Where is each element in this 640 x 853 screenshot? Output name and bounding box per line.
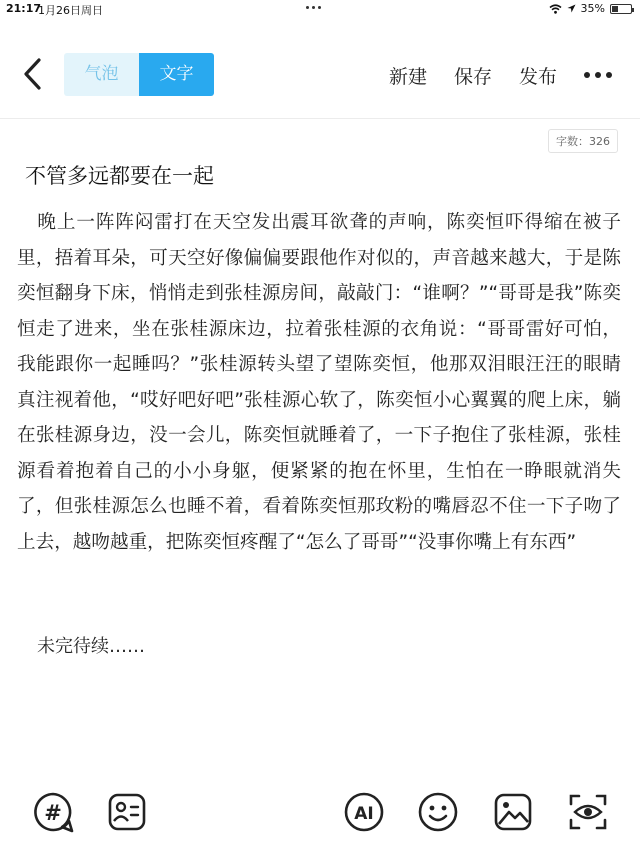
ai-button[interactable] <box>342 790 386 834</box>
contact-card-icon <box>105 790 149 834</box>
document-body[interactable]: 晚上一阵阵闷雷打在天空发出震耳欲聋的声响，陈奕恒吓得缩在被子里，捂着耳朵，可天空好像偏偏要跟他作对似的，声音越来越大，于是陈奕恒翻身下床，悄悄走到张桂源房间，敲敲门：“谁啊？”“哥哥是我”陈奕恒走了进来，坐在张桂源床边，拉着张桂源的衣角说：“哥哥雷好可怕，我能跟你一起睡吗？”张桂源转头望了望陈奕恒，他那双泪眼汪汪的眼睛真注视着他，“哎好吧好吧”张桂源心软了，陈奕恒小心翼翼的爬上床，躺在张桂源身边，没一会儿，陈奕恒就睡着了，一下子抱住了张桂源，张桂源看着抱着自己的小小身躯，便紧紧的抱在怀里，生怕在一睁眼就消失了，但张桂源怎么也睡不着，看着陈奕恒那玫粉的嘴唇忍不住一下子吻了上去，越吻越重，把陈奕恒疼醒了“怎么了哥哥”“没事你嘴上有东西” <box>17 212 621 553</box>
multitask-dots-icon[interactable] <box>306 6 321 9</box>
more-options-icon[interactable] <box>584 72 612 78</box>
status-time: 21:17 <box>6 2 42 15</box>
document-title[interactable]: 不管多远都要在一起 <box>25 164 214 188</box>
image-button[interactable] <box>491 790 535 834</box>
mode-segmented-control <box>64 53 214 96</box>
battery-icon <box>610 4 632 14</box>
hashtag-label: # <box>44 801 62 825</box>
ai-label: AI <box>354 804 374 824</box>
location-icon <box>567 4 576 13</box>
ai-icon <box>342 790 386 834</box>
bottom-toolbar <box>0 786 640 836</box>
wifi-icon <box>549 4 562 14</box>
document-ending[interactable]: 未完待续…… <box>37 636 145 657</box>
hashtag-icon <box>31 790 75 834</box>
editor-toolbar <box>0 46 640 104</box>
emoji-button[interactable] <box>416 790 460 834</box>
hashtag-button[interactable] <box>31 790 75 834</box>
tab-bubble[interactable]: 气泡 <box>64 53 139 96</box>
status-indicators <box>549 2 632 15</box>
battery-level <box>612 6 618 12</box>
contact-card-button[interactable] <box>105 790 149 834</box>
tab-text[interactable]: 文字 <box>139 53 214 96</box>
status-date: 1月26日周日 <box>38 4 103 17</box>
new-button[interactable]: 新建 <box>389 66 428 88</box>
publish-button[interactable]: 发布 <box>519 66 558 88</box>
back-button[interactable] <box>16 54 52 94</box>
toolbar-divider <box>0 118 640 119</box>
preview-button[interactable] <box>566 790 610 834</box>
status-bar <box>0 0 640 18</box>
image-icon <box>491 790 535 834</box>
chevron-left-icon <box>16 54 52 94</box>
save-button[interactable]: 保存 <box>454 66 493 88</box>
preview-eye-icon <box>566 790 610 834</box>
emoji-icon <box>416 790 460 834</box>
battery-percent: 35% <box>580 2 605 15</box>
word-count-badge: 字数：326 <box>548 129 618 153</box>
